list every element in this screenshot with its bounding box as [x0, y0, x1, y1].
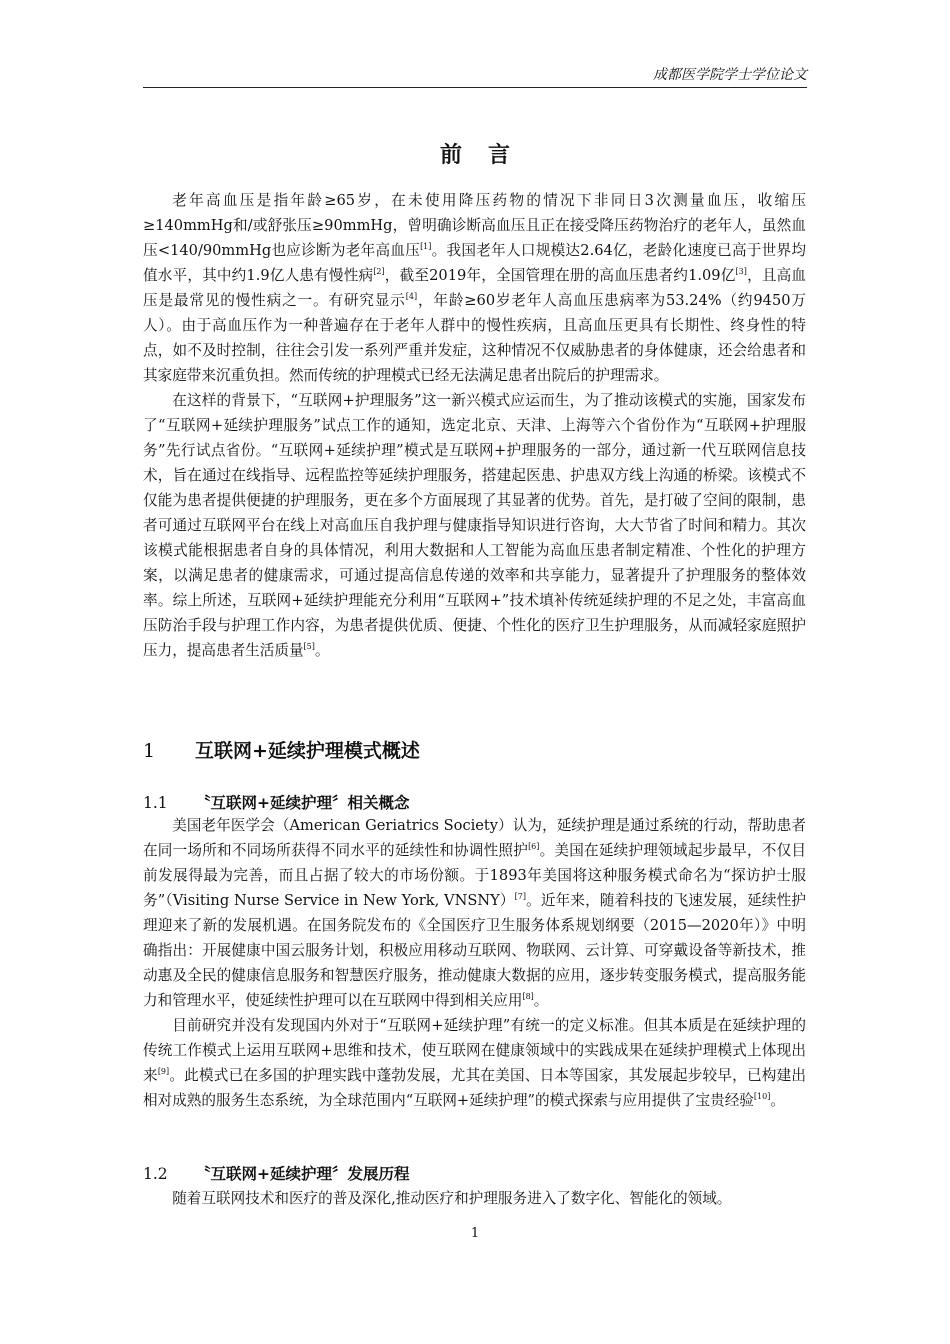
section-title: 〝互联网+延续护理〞相关概念 [195, 794, 410, 812]
section-heading-1 [143, 736, 420, 763]
section-1-1-paragraph-2 [143, 1013, 806, 1113]
section-1-1-body [143, 813, 806, 1113]
section-title: 互联网+延续护理模式概述 [195, 740, 420, 762]
citation: [5] [303, 642, 315, 651]
preface-paragraph-1 [143, 188, 806, 388]
citation: [7] [514, 892, 526, 901]
text-run: 老年高血压是指年龄≥65岁，在未使用降压药物的情况下非同日3次测量血压，收缩压≥140mmHg和/或舒张压≥90mmHg，曾明确诊断高血压且正在接受降压药物治疗的老年人，虽然血压<140/90mmHg也应诊断为老年高血压 [143, 192, 806, 259]
page-number: 1 [470, 1226, 480, 1241]
section-heading-1-1 [143, 791, 410, 813]
page-title: 前言 [439, 143, 536, 168]
text-run: 。我国老年人口规模达2.64亿，老龄化速度已高于世界均值水平，其中约1.9亿人患有慢性病 [143, 242, 806, 284]
section-number: 1 [143, 740, 156, 762]
text-run: 。 [314, 642, 330, 659]
text-run: 。此模式已在多国的护理实践中蓬勃发展，尤其在美国、日本等国家，其发展起步较早，已构建出相对成熟的服务生态系统，为全球范围内“互联网+延续护理”的模式探索与应用提供了宝贵经验 [143, 1067, 806, 1109]
text-run: 。美国在延续护理领域起步最早，不仅目前发展得最为完善，而且占据了较大的市场份额。于1893年美国将这种服务模式命名为“探访护士服务”（Visiting Nurse Service in New York, VNSNY） [143, 842, 806, 909]
section-number: 1.2 [143, 1165, 168, 1183]
citation: [4] [405, 292, 418, 301]
running-header: 成都医学院学士学位论文 [653, 67, 807, 83]
citation: [3] [735, 267, 747, 276]
header-rule [143, 87, 807, 88]
citation: [1] [420, 242, 432, 251]
preface-body [143, 188, 806, 663]
citation: [2] [373, 267, 385, 276]
citation: [10] [753, 1092, 771, 1101]
section-1-1-paragraph-1 [143, 813, 806, 1013]
text-run: 。近年来，随着科技的飞速发展，延续性护理迎来了新的发展机遇。在国务院发布的《全国医疗卫生服务体系规划纲要（2015—2020年）》中明确指出：开展健康中国云服务计划，积极应用移动互联网、物联网、云计算、可穿戴设备等新技术，推动惠及全民的健康信息服务和智慧医疗服务，推动健康大数据的应用，逐步转变服务模式，提高服务能力和管理水平，使延续性护理可以在互联网中得到相关应用 [143, 892, 806, 1009]
text-run: 美国老年医学会（American Geriatrics Society）认为，延续护理是通过系统的行动，帮助患者在同一场所和不同场所获得不同水平的延续性和协调性照护 [143, 817, 806, 859]
text-run: 。 [533, 992, 549, 1009]
section-number: 1.1 [143, 794, 168, 812]
citation: [8] [522, 992, 534, 1001]
section-1-2-paragraph-1: 随着互联网技术和医疗的普及深化,推动医疗和护理服务进入了数字化、智能化的领域。 [172, 1190, 732, 1207]
text-run: 在这样的背景下，“互联网+护理服务”这一新兴模式应运而生，为了推动该模式的实施，国家发布了“互联网+延续护理服务”试点工作的通知，选定北京、天津、上海等六个省份作为“互联网+护理服务”先行试点省份。“互联网+延续护理”模式是互联网+护理服务的一部分，通过新一代互联网信息技术，旨在通过在线指导、远程监控等延续护理服务，搭建起医患、护患双方线上沟通的桥梁。该模式不仅能为患者提供便捷的护理服务，更在多个方面展现了其显著的优势。首先，是打破了空间的限制，患者可通过互联网平台在线上对高血压自我护理与健康指导知识进行咨询，大大节省了时间和精力。其次该模式能根据患者自身的具体情况，利用大数据和人工智能为高血压患者制定精准、个性化的护理方案，以满足患者的健康需求，可通过提高信息传递的效率和共享能力，显著提升了护理服务的整体效率。综上所述，互联网+延续护理能充分利用“互联网+”技术填补传统延续护理的不足之处，丰富高血压防治手段与护理工作内容，为患者提供优质、便捷、个性化的医疗卫生护理服务，从而减轻家庭照护压力，提高患者生活质量 [143, 392, 806, 659]
text-run: ，年龄≥60岁老年人高血压患病率为53.24%（约9450万人）。由于高血压作为一种普遍存在于老年人群中的慢性疾病，且高血压更具有长期性、终身性的特点，如不及时控制，往往会引发一系列严重并发症，这种情况不仅威胁患者的身体健康，还会给患者和其家庭带来沉重负担。然而传统的护理模式已经无法满足患者出院后的护理需求。 [143, 292, 806, 384]
section-title: 〝互联网+延续护理〞发展历程 [195, 1165, 410, 1183]
citation: [6] [528, 842, 540, 851]
text-run: 。 [770, 1092, 785, 1109]
section-1-2-body [143, 1186, 806, 1211]
preface-paragraph-2 [143, 388, 806, 663]
section-heading-1-2 [143, 1162, 410, 1184]
text-run: 目前研究并没有发现国内外对于“互联网+延续护理”有统一的定义标准。但其本质是在延续护理的传统工作模式上运用互联网+思维和技术，使互联网在健康领域中的实践成果在延续护理模式上体现出来 [143, 1017, 806, 1084]
text-run: ，且高血压是最常见的慢性病之一。有研究显示 [143, 267, 806, 309]
text-run: ，截至2019年，全国管理在册的高血压患者约1.09亿 [384, 267, 736, 284]
citation: [9] [157, 1067, 170, 1076]
